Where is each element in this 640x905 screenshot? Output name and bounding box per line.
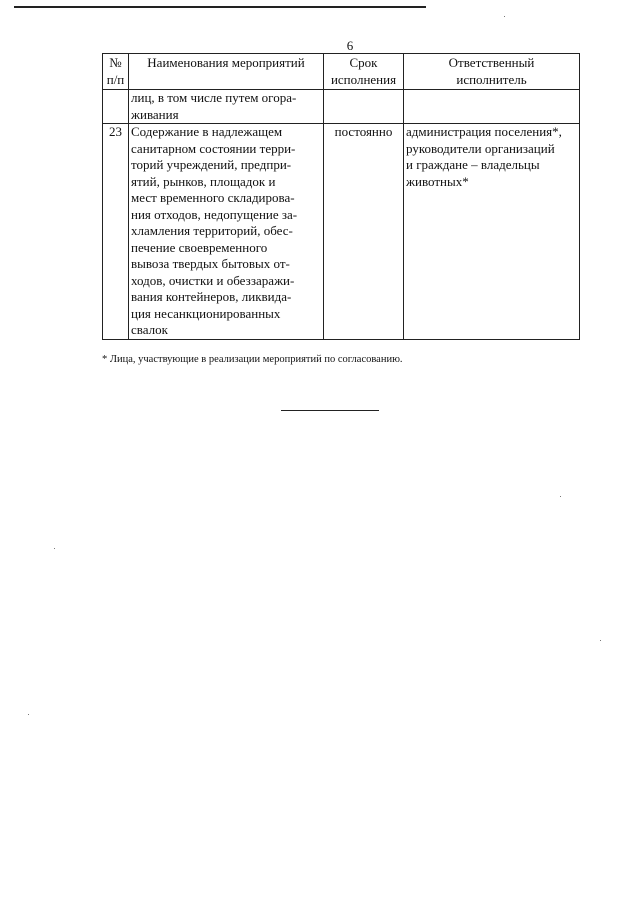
- header-term-line-1: Срок: [349, 55, 378, 70]
- header-term-line-2: исполнения: [330, 71, 397, 87]
- row-name-line: вывоза твердых бытовых от-: [131, 256, 290, 271]
- scan-speck: [28, 714, 29, 715]
- row-responsible-line: животных*: [406, 173, 469, 189]
- header-name: [129, 54, 324, 90]
- header-responsible: [404, 54, 580, 90]
- row-name-line: Содержание в надлежащем: [131, 124, 283, 139]
- header-responsible-line-2: исполнитель: [456, 71, 527, 87]
- scan-speck: [600, 640, 601, 641]
- row-name-line: лиц, в том числе путем огора-: [131, 90, 297, 105]
- row-name-line: ятий, рынков, площадок и: [131, 173, 276, 189]
- row-name-line: свалок: [131, 322, 168, 337]
- row-name: [129, 124, 324, 340]
- row-responsible-line: руководители организаций: [406, 140, 555, 156]
- header-term: [324, 54, 404, 90]
- row-responsible-line: администрация поселения*,: [406, 124, 562, 139]
- header-responsible-line-1: Ответственный: [448, 55, 535, 70]
- row-name-line: живания: [131, 106, 179, 122]
- row-number: [103, 90, 129, 124]
- table-row: [103, 90, 580, 124]
- row-name-line: хламления территорий, обес-: [131, 223, 293, 238]
- row-name-line: мест временного складирова-: [131, 190, 295, 205]
- scan-speck: [504, 16, 505, 17]
- row-responsible: [404, 124, 580, 340]
- row-term: [324, 90, 404, 124]
- table-header-row: [103, 54, 580, 90]
- measures-table: [102, 53, 580, 340]
- header-number-line-1: №: [109, 55, 122, 70]
- row-name-line: печение своевременного: [131, 239, 268, 255]
- header-name-line-1: Наименования мероприятий: [147, 55, 305, 70]
- scan-speck: [54, 548, 55, 549]
- scan-border-line: [14, 6, 426, 8]
- row-responsible: [404, 90, 580, 124]
- row-name: [129, 90, 324, 124]
- table-row: [103, 124, 580, 340]
- row-number: 23: [103, 124, 129, 340]
- row-name-line: ходов, очистки и обеззаражи-: [131, 272, 295, 288]
- footnote: * Лица, участвующие в реализации мероприятий по согласованию.: [102, 354, 403, 365]
- end-of-document-rule: [281, 410, 379, 411]
- scan-speck: [560, 496, 561, 497]
- row-name-line: ция несанкционированных: [131, 305, 281, 321]
- row-name-line: вания контейнеров, ликвида-: [131, 289, 292, 304]
- row-name-line: санитарном состоянии терри-: [131, 140, 296, 156]
- row-responsible-line: и граждане – владельцы: [406, 157, 540, 172]
- row-term: постоянно: [324, 124, 404, 340]
- row-name-line: ния отходов, недопущение за-: [131, 206, 298, 222]
- header-number-line-2: п/п: [106, 71, 125, 87]
- row-name-line: торий учреждений, предпри-: [131, 157, 292, 172]
- page-number: 6: [346, 38, 354, 53]
- header-number: [103, 54, 129, 90]
